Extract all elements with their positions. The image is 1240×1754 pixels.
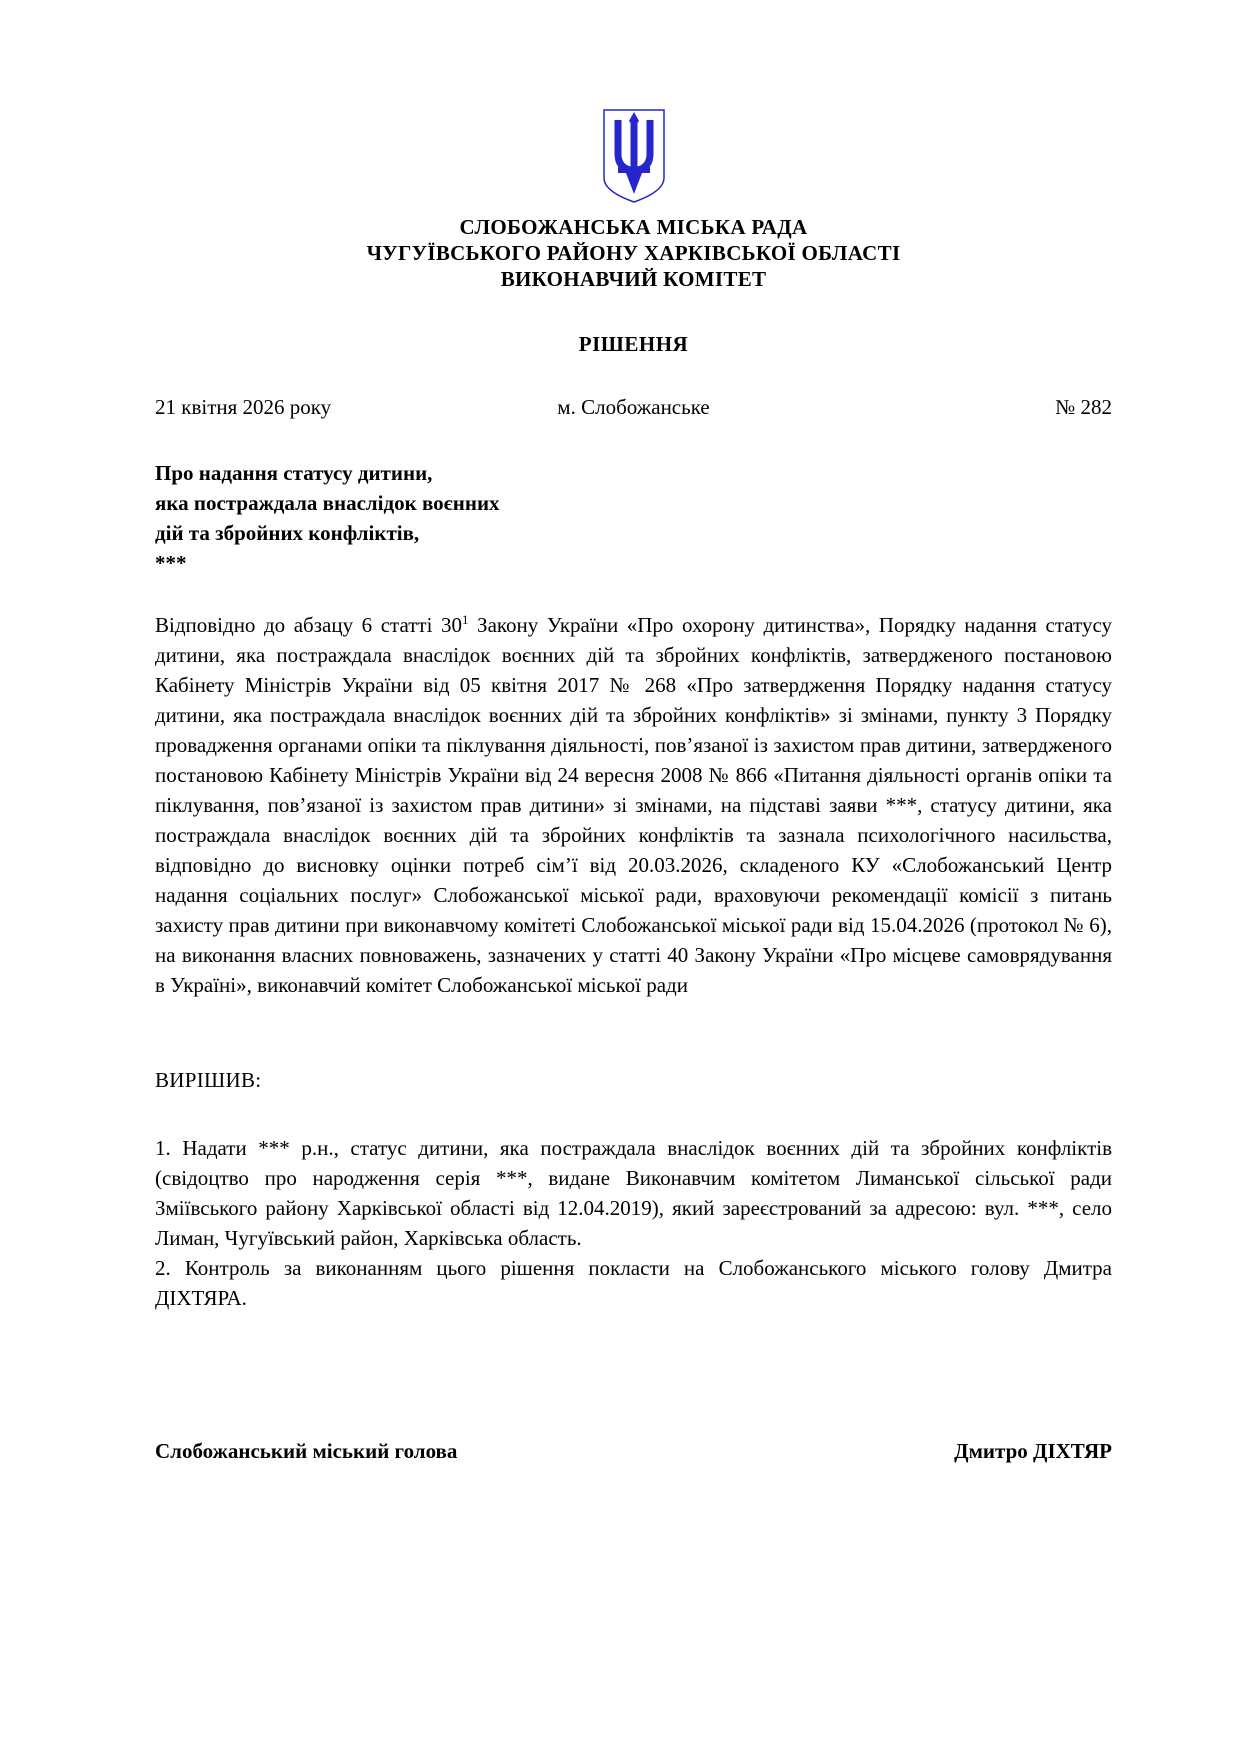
resolution-items <box>155 1133 1112 1313</box>
org-header <box>155 214 1112 292</box>
subject-line: дій та збройних конфліктів, <box>155 521 420 545</box>
subject-line: Про надання статусу дитини, <box>155 461 433 485</box>
signature-row <box>155 1439 1112 1464</box>
resolution-item-2: 2. Контроль за виконанням цього рішення покласти на Слобожанського міського голову Дмитра ДІХТЯРА. <box>155 1256 1112 1310</box>
subject-block <box>155 458 1112 578</box>
document-type-title: РІШЕННЯ <box>578 332 689 356</box>
org-name-line1: СЛОБОЖАНСЬКА МІСЬКА РАДА <box>459 215 808 239</box>
preamble-text-rest: Закону України «Про охорону дитинства», Порядку надання статусу дитини, яка постраждала внаслідок воєнних дій та збройних конфліктів, затвердженого постановою Кабінету Міністрів України від 05 квітня 2017 № 268 «Про затвердження Порядку надання статусу дитини, яка постраждала внаслідок воєнних дій та збройних конфліктів» зі змінами, пункту 3 Порядку провадження органами опіки та піклування діяльності, пов’язаної із захистом прав дитини, затвердженого постановою Кабінету Міністрів України від 24 вересня 2008 № 866 «Питання діяльності органів опіки та піклування, пов’язаної із захистом прав дитини» зі змінами, на підставі заяви ***, статусу дитини, яка постраждала внаслідок воєнних дій та збройних конфліктів та зазнала психологічного насильства, відповідно до висновку оцінки потреб сім’ї від 20.03.2026, складеного КУ «Слобожанський Центр надання соціальних послуг» Слобожанської міської ради, враховуючи рекомендації комісії з питань захисту прав дитини при виконавчому комітеті Слобожанської міської ради від 15.04.2026 (протокол № 6), на виконання власних повноважень, зазначених у статті 40 Закону України «Про місцеве самоврядування в Україні», виконавчий комітет Слобожанської міської ради <box>155 613 1112 997</box>
signer-name: Дмитро ДІХТЯР <box>954 1439 1112 1463</box>
document-place: м. Слобожанське <box>557 395 710 419</box>
org-name-line2: ЧУГУЇВСЬКОГО РАЙОНУ ХАРКІВСЬКОЇ ОБЛАСТІ <box>366 241 901 265</box>
document-number: № 282 <box>1055 395 1112 419</box>
signer-position: Слобожанський міський голова <box>155 1439 458 1463</box>
meta-row <box>155 395 1112 420</box>
article-superscript: 1 <box>462 612 469 627</box>
trident-icon <box>601 108 667 204</box>
decided-label: ВИРІШИВ: <box>155 1068 262 1092</box>
preamble-text-start: Відповідно до абзацу 6 статті 30 <box>155 613 462 637</box>
ukraine-trident-emblem <box>601 108 667 204</box>
resolution-item-1: 1. Надати *** р.н., статус дитини, яка постраждала внаслідок воєнних дій та збройних конфліктів (свідоцтво про народження серія ***, видане Виконавчим комітетом Лиманської сільської ради Зміївського району Харківської області від 12.04.2019), який зареєстрований за адресою: вул. ***, село Лиман, Чугуївський район, Харківська область. <box>155 1136 1112 1250</box>
org-name-line3: ВИКОНАВЧИЙ КОМІТЕТ <box>500 267 767 291</box>
subject-line: *** <box>155 551 187 575</box>
document-date: 21 квітня 2026 року <box>155 395 332 419</box>
preamble-paragraph <box>155 610 1112 1000</box>
subject-line: яка постраждала внаслідок воєнних <box>155 491 500 515</box>
